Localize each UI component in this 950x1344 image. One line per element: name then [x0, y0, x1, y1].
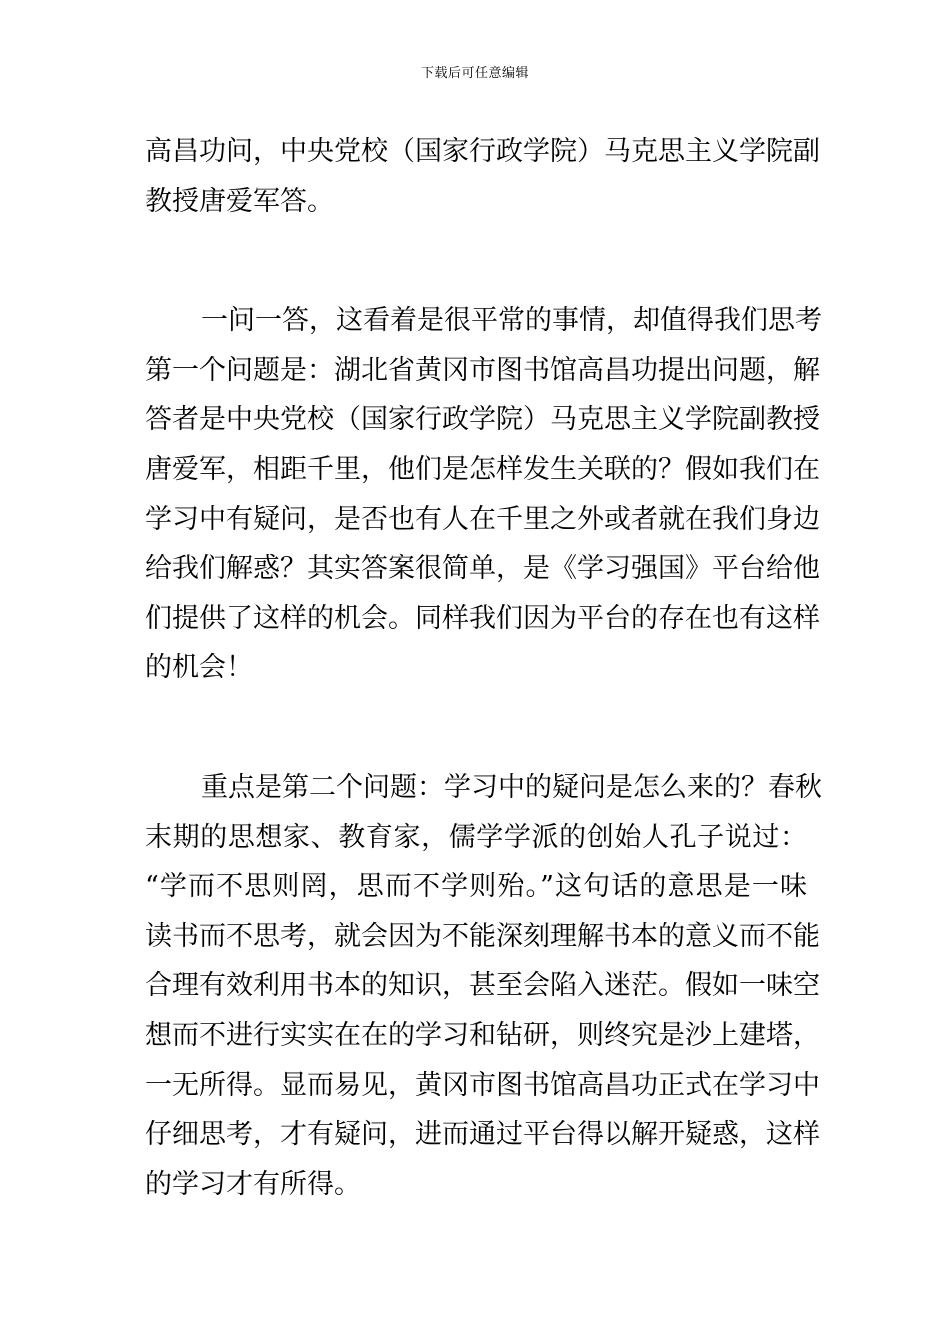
paragraph-line: 答者是中央党校（国家行政学院）马克思主义学院副教授	[145, 404, 820, 436]
paragraph-line: 想而不进行实实在在的学习和钻研，则终究是沙上建塔，	[145, 1019, 820, 1051]
paragraph-line: 们提供了这样的机会。同样我们因为平台的存在也有这样	[145, 602, 820, 634]
paragraph-line: 高昌功问，中央党校（国家行政学院）马克思主义学院副	[145, 136, 820, 167]
paragraph-line: 一无所得。显而易见，黄冈市图书馆高昌功正式在学习中	[145, 1069, 820, 1101]
paragraph-line: 教授唐爱军答。	[145, 185, 334, 217]
paragraph-line: 的机会！	[145, 652, 253, 684]
page-header-note: 下载后可任意编辑	[420, 66, 529, 81]
paragraph-line: 一问一答，这看着是很平常的事情，却值得我们思考	[201, 305, 822, 337]
paragraph-line: 仔细思考，才有疑问，进而通过平台得以解开疑惑，这样	[145, 1119, 820, 1151]
paragraph-spacer	[145, 693, 807, 763]
paragraph-line: 学习中有疑问，是否也有人在千里之外或者就在我们身边	[145, 503, 820, 535]
paragraph-spacer	[145, 226, 807, 296]
paragraph-line: 读书而不思考，就会因为不能深刻理解书本的意义而不能	[145, 920, 820, 952]
paragraph-line: 唐爱军，相距千里，他们是怎样发生关联的？假如我们在	[145, 453, 820, 485]
document-body	[145, 127, 822, 1209]
paragraph-line: 第一个问题是：湖北省黄冈市图书馆高昌功提出问题，解	[145, 354, 820, 386]
paragraph-line: 合理有效利用书本的知识，甚至会陷入迷茫。假如一味空	[145, 970, 820, 1002]
paragraph-line: 给我们解惑？其实答案很简单，是《学习强国》平台给他	[145, 553, 820, 585]
paragraph-line: “学而不思则罔，思而不学则殆。”这句话的意思是一味	[145, 871, 807, 903]
paragraph-line: 重点是第二个问题：学习中的疑问是怎么来的？春秋	[201, 771, 822, 803]
paragraph-1	[145, 127, 820, 226]
paragraph-line: 末期的思想家、教育家，儒学学派的创始人孔子说过：	[145, 821, 807, 853]
paragraph-3	[145, 763, 822, 1209]
paragraph-line: 的学习才有所得。	[145, 1168, 361, 1200]
paragraph-2	[145, 296, 822, 693]
